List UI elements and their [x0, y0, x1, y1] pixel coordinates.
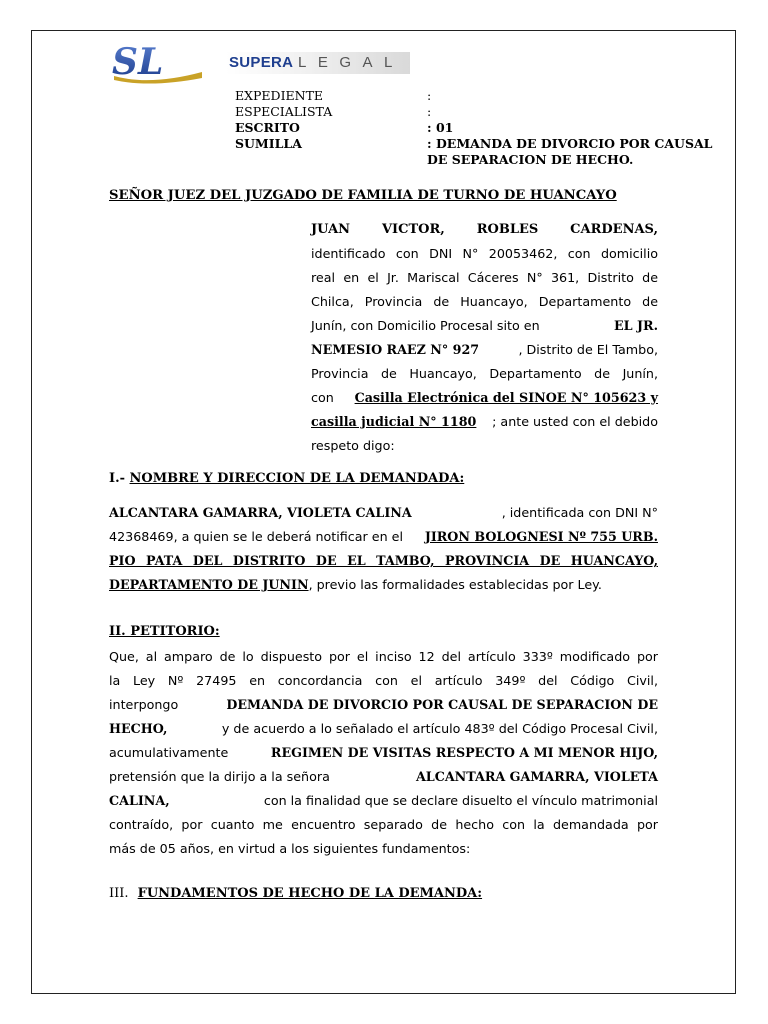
- brand-secondary: LEGAL: [298, 54, 404, 71]
- defendant-address-2: PIO PATA DEL DISTRITO DE EL TAMBO, PROVINCIA DE HUANCAYO,: [109, 553, 658, 568]
- procesal-address: NEMESIO RAEZ N° 927: [311, 342, 480, 357]
- section-1-line-2: [109, 529, 658, 544]
- section-1-title: NOMBRE Y DIRECCION DE LA DEMANDADA:: [129, 471, 465, 486]
- intro-line-10: respeto digo:: [311, 438, 395, 453]
- escrito-value: : 01: [427, 120, 454, 135]
- sumilla-label: SUMILLA: [235, 136, 302, 151]
- intro-line-9: [311, 414, 658, 429]
- petitorio-line-1: Que, al amparo de lo dispuesto por el inciso 12 del artículo 333º modificado por: [109, 649, 658, 664]
- intro-line-1: JUAN VICTOR, ROBLES CARDENAS,: [311, 222, 658, 237]
- intro-line-5: [311, 318, 658, 333]
- intro-line-6-text: , Distrito de El Tambo,: [518, 342, 658, 357]
- section-1-line-1: [109, 505, 658, 520]
- defendant-name: ALCANTARA GAMARRA, VIOLETA CALINA: [109, 505, 412, 520]
- petitorio-line-5: [109, 745, 658, 760]
- petitorio-line-4-text: y de acuerdo a lo señalado el artículo 483º del Código Procesal Civil,: [221, 721, 658, 736]
- demand-type-1: DEMANDA DE DIVORCIO POR CAUSAL DE SEPARACION DE: [226, 697, 658, 712]
- defendant-department: DEPARTAMENTO DE JUNIN: [109, 577, 309, 592]
- intro-line-9-text: ; ante usted con el debido: [492, 414, 658, 429]
- sumilla-value-line2: DE SEPARACION DE HECHO.: [427, 152, 634, 167]
- section-1-heading: [109, 471, 464, 486]
- petitorio-line-2: la Ley Nº 27495 en concordancia con el artículo 349º del Código Civil,: [109, 673, 658, 688]
- intro-line-2: identificado con DNI N° 20053462, con domicilio: [311, 246, 658, 261]
- petitorio-line-6-text: pretensión que la dirijo a la señora: [109, 769, 330, 784]
- demand-type-2: HECHO,: [109, 721, 168, 736]
- petitorio-defendant-1: ALCANTARA GAMARRA, VIOLETA: [415, 769, 658, 784]
- section-2-heading: II. PETITORIO:: [109, 624, 220, 639]
- superalegal-logo: [110, 42, 210, 84]
- intro-line-8: [311, 390, 658, 405]
- section-3-heading: [109, 886, 482, 901]
- section-1-line-2-text: 42368469, a quien se le deberá notificar en el: [109, 529, 404, 544]
- procesal-street: EL JR.: [614, 318, 658, 333]
- petitorio-line-3-text: interpongo: [109, 697, 179, 712]
- section-1-line-4-text: , previo las formalidades establecidas por Ley.: [308, 577, 602, 592]
- logo-letters: SL: [112, 42, 164, 83]
- petitorio-line-8: contraído, por cuanto me encuentro separado de hecho con la demandada por: [109, 817, 658, 832]
- petitorio-line-4: [109, 721, 658, 736]
- intro-line-5-text: Junín, con Domicilio Procesal sito en: [311, 318, 540, 333]
- petitorio-line-7-text: con la finalidad que se declare disuelto el vínculo matrimonial: [263, 793, 658, 808]
- especialista-label: ESPECIALISTA: [235, 104, 333, 119]
- expediente-value: :: [427, 88, 432, 103]
- petitorio-line-3: [109, 697, 658, 712]
- petitorio-defendant-2: CALINA,: [109, 793, 170, 808]
- section-3-number: III.: [109, 886, 129, 901]
- intro-line-3: real en el Jr. Mariscal Cáceres N° 361, Distrito de: [311, 270, 658, 285]
- petitorio-line-6: [109, 769, 658, 784]
- petitorio-line-5-text: acumulativamente: [109, 745, 229, 760]
- visitation-regime: REGIMEN DE VISITAS RESPECTO A MI MENOR HIJO,: [270, 745, 658, 760]
- addressee-heading: SEÑOR JUEZ DEL JUZGADO DE FAMILIA DE TURNO DE HUANCAYO: [109, 188, 617, 203]
- intro-line-6: [311, 342, 658, 357]
- intro-line-4: Chilca, Provincia de Huancayo, Departamento de: [311, 294, 658, 309]
- escrito-label: ESCRITO: [235, 120, 300, 135]
- casilla-electronica: Casilla Electrónica del SINOE N° 105623 y: [354, 390, 658, 405]
- petitorio-line-7: [109, 793, 658, 808]
- petitorio-line-9: más de 05 años, en virtud a los siguientes fundamentos:: [109, 841, 471, 856]
- sumilla-value-line1: : DEMANDA DE DIVORCIO POR CAUSAL: [427, 136, 713, 151]
- intro-line-8-text: con: [311, 390, 334, 405]
- section-1-line-4: [109, 577, 602, 592]
- casilla-judicial: casilla judicial N° 1180: [311, 414, 477, 429]
- section-1-number: I.-: [109, 471, 130, 486]
- section-3-title: FUNDAMENTOS DE HECHO DE LA DEMANDA:: [137, 886, 483, 901]
- section-1-line-1-text: , identificada con DNI N°: [501, 505, 658, 520]
- intro-line-7: Provincia de Huancayo, Departamento de Junín,: [311, 366, 658, 381]
- expediente-label: EXPEDIENTE: [235, 88, 324, 103]
- brand-primary: SUPERA: [229, 54, 294, 71]
- defendant-address-1: JIRON BOLOGNESI Nº 755 URB.: [424, 529, 658, 544]
- especialista-value: :: [427, 104, 432, 119]
- brand-name: [226, 52, 410, 74]
